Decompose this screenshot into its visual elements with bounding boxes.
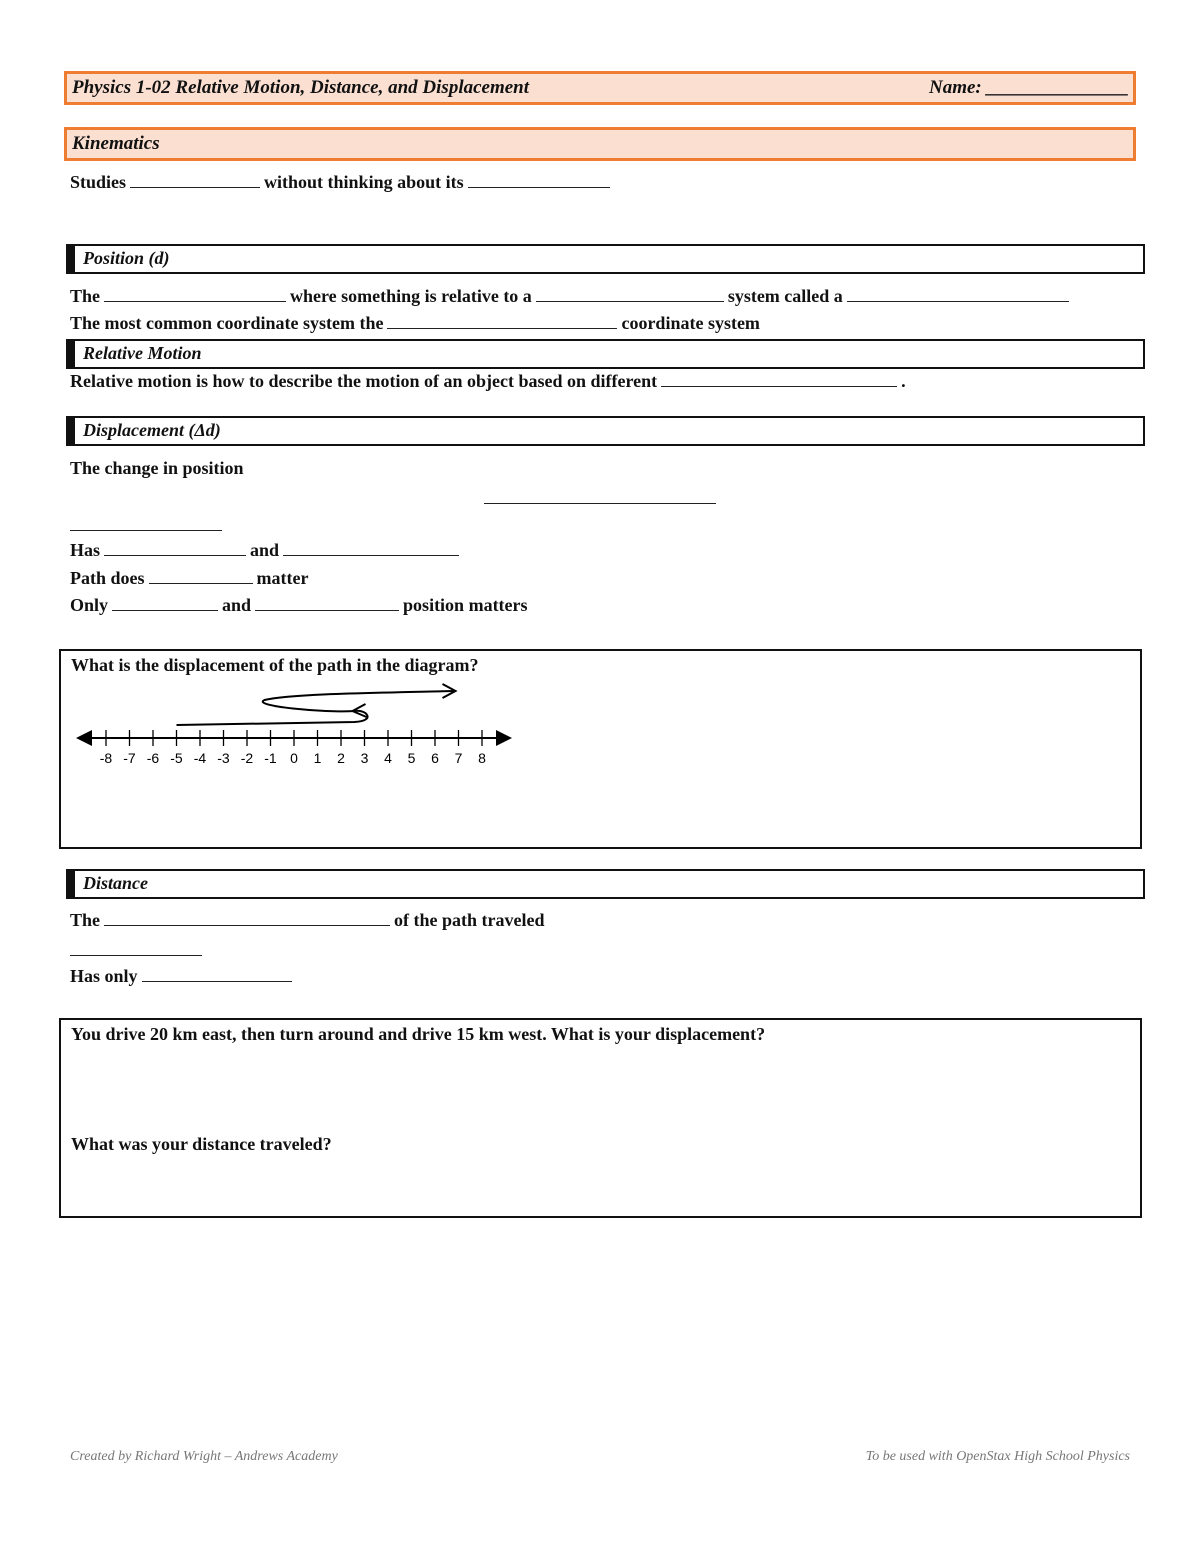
displacement-has-line: Has and [70, 539, 463, 561]
relative-motion-heading: Relative Motion [83, 343, 202, 363]
blank [661, 370, 897, 387]
footer-credit: Created by Richard Wright – Andrews Academy [70, 1449, 338, 1464]
tick-label: 2 [337, 750, 345, 766]
distance-heading-bar [66, 869, 1145, 899]
tick-label: 8 [478, 750, 486, 766]
blank [112, 594, 218, 611]
tick-label: -3 [217, 750, 230, 766]
worksheet-title: Physics 1-02 Relative Motion, Distance, and Displacement [72, 77, 530, 98]
tick-label: -1 [264, 750, 277, 766]
blank [468, 171, 610, 188]
distance-definition-line: The of the path traveled [70, 910, 545, 930]
diagram-question-box [59, 649, 1142, 849]
axis-arrow-left [76, 730, 92, 746]
kinematics-heading-bar [64, 127, 1136, 161]
position-definition-line: The where something is relative to a system called a [70, 285, 1073, 307]
tick-label: 0 [290, 750, 298, 766]
blank [387, 312, 617, 329]
tick-label: -7 [123, 750, 136, 766]
displacement-only-line: Only and position matters [70, 595, 528, 615]
relative-motion-line: Relative motion is how to describe the motion of an object based on different . [70, 371, 906, 391]
position-common-line: The most common coordinate system the coordinate system [70, 313, 760, 333]
displacement-change-line: The change in position [70, 458, 244, 478]
formula-blank [484, 503, 716, 504]
blank [130, 171, 260, 188]
kinematics-studies-line: Studies without thinking about its [70, 171, 614, 193]
tick-label: 3 [360, 750, 369, 766]
distance-question: What was your distance traveled? [71, 1134, 332, 1154]
blank [70, 530, 222, 531]
displacement-heading: Displacement (Δd) [83, 420, 221, 440]
blank [283, 539, 459, 556]
blank [142, 965, 292, 982]
footer-source: To be used with OpenStax High School Physics [865, 1449, 1130, 1464]
distance-has-only-line: Has only [70, 965, 296, 987]
blank [255, 594, 399, 611]
displacement-path-line: Path does matter [70, 568, 309, 588]
blank [149, 567, 253, 584]
number-line-diagram [61, 651, 541, 781]
motion-path [177, 691, 454, 725]
tick-label: -6 [146, 750, 160, 766]
name-field-label: Name: _______________ [928, 77, 1129, 98]
blank [70, 955, 202, 956]
tick-label: 4 [384, 750, 392, 766]
blank [536, 285, 724, 302]
blank [847, 285, 1069, 302]
blank [104, 539, 246, 556]
blank [104, 285, 286, 302]
axis-arrow-right [496, 730, 512, 746]
blank [104, 909, 390, 926]
tick-label: -2 [240, 750, 254, 766]
tick-label: 6 [431, 750, 439, 766]
position-heading-bar [66, 244, 1145, 274]
tick-label: -4 [193, 750, 207, 766]
drive-question-box [59, 1018, 1142, 1218]
tick-label: 5 [407, 750, 416, 766]
distance-heading: Distance [83, 873, 148, 893]
tick-label: 1 [313, 750, 322, 766]
displacement-question: You drive 20 km east, then turn around and drive 15 km west. What is your displacement? [71, 1024, 766, 1044]
displacement-heading-bar [66, 416, 1145, 446]
title-bar [64, 71, 1136, 105]
relative-motion-heading-bar [66, 339, 1145, 369]
tick-label: -8 [99, 750, 113, 766]
position-heading: Position (d) [83, 248, 170, 268]
tick-label: 7 [454, 750, 463, 766]
tick-label: -5 [170, 750, 183, 766]
kinematics-heading: Kinematics [72, 133, 160, 154]
diagram-question: What is the displacement of the path in the diagram? [71, 655, 479, 675]
